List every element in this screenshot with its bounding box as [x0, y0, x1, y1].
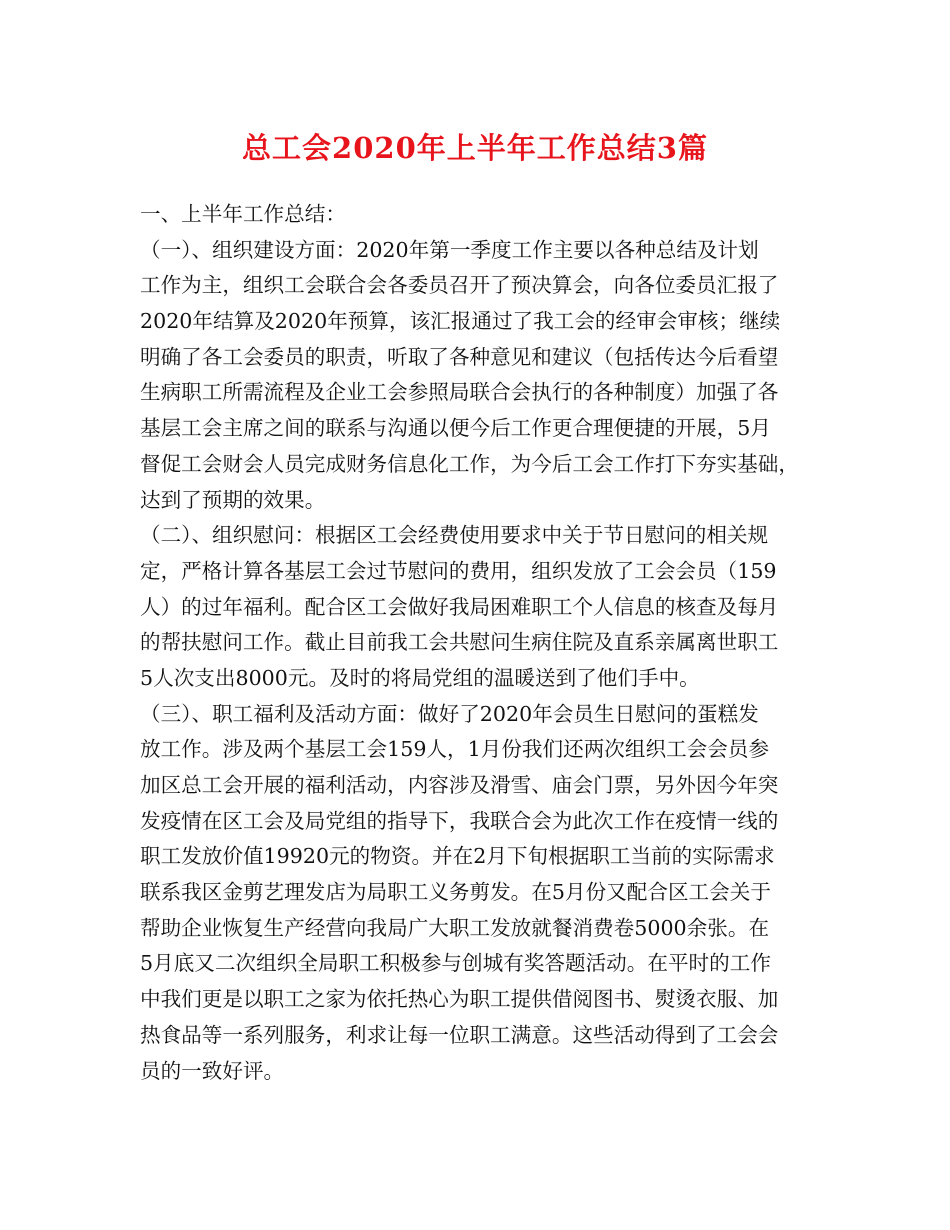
body-line: 中我们更是以职工之家为依托热心为职工提供借阅图书、熨烫衣服、加	[140, 987, 779, 1012]
body-line: 明确了各工会委员的职责，听取了各种意见和建议（包括传达今后看望	[140, 344, 779, 369]
body-line: 发疫情在区工会及局党组的指导下，我联合会为此次工作在疫情一线的	[140, 808, 779, 833]
body-line: 5月底又二次组织全局职工积极参与创城有奖答题活动。在平时的工作	[140, 951, 771, 976]
body-line: 一、上半年工作总结：	[140, 202, 346, 226]
body-line: 放工作。涉及两个基层工会159人，1月份我们还两次组织工会会员参	[140, 737, 770, 762]
body-line: （一）、组织建设方面：2020年第一季度工作主要以各种总结及计划	[140, 237, 759, 262]
body-line: 热食品等一系列服务，利求让每一位职工满意。这些活动得到了工会会	[140, 1022, 779, 1047]
body-line: （二）、组织慰问：根据区工会经费使用要求中关于节日慰问的相关规	[140, 523, 769, 548]
body-line: 加区总工会开展的福利活动，内容涉及滑雪、庙会门票，另外因今年突	[140, 773, 779, 797]
body-line: 定，严格计算各基层工会过节慰问的费用，组织发放了工会会员（159	[140, 558, 777, 583]
body-line: 督促工会财会人员完成财务信息化工作，为今后工会工作打下夯实基础，	[140, 451, 799, 476]
document-body	[140, 197, 828, 1089]
body-line: 工作为主，组织工会联合会各委员召开了预决算会，向各位委员汇报了	[140, 273, 779, 298]
body-line: 帮助企业恢复生产经营向我局广大职工发放就餐消费卷5000余张。在	[140, 915, 770, 940]
body-line: 的帮扶慰问工作。截止目前我工会共慰问生病住院及直系亲属离世职工	[140, 630, 779, 655]
body-line: 5人次支出8000元。及时的将局党组的温暖送到了他们手中。	[140, 665, 700, 690]
body-line: 基层工会主席之间的联系与沟通以便今后工作更合理便捷的开展，5月	[140, 416, 771, 441]
body-line: 职工发放价值19920元的物资。并在2月下旬根据职工当前的实际需求	[140, 844, 775, 869]
body-line: 达到了预期的效果。	[140, 487, 326, 512]
body-line: （三）、职工福利及活动方面：做好了2020年会员生日慰问的蛋糕发	[140, 701, 759, 726]
body-line: 生病职工所需流程及企业工会参照局联合会执行的各种制度）加强了各	[140, 380, 779, 405]
document-title: 总工会2020年上半年工作总结3篇	[242, 131, 708, 165]
body-line: 人）的过年福利。配合区工会做好我局困难职工个人信息的核查及每月	[140, 594, 779, 619]
body-line: 2020年结算及2020年预算，该汇报通过了我工会的经审会审核；继续	[140, 309, 781, 334]
body-line: 联系我区金剪艺理发店为局职工义务剪发。在5月份又配合区工会关于	[140, 880, 771, 905]
body-line: 员的一致好评。	[140, 1058, 285, 1083]
